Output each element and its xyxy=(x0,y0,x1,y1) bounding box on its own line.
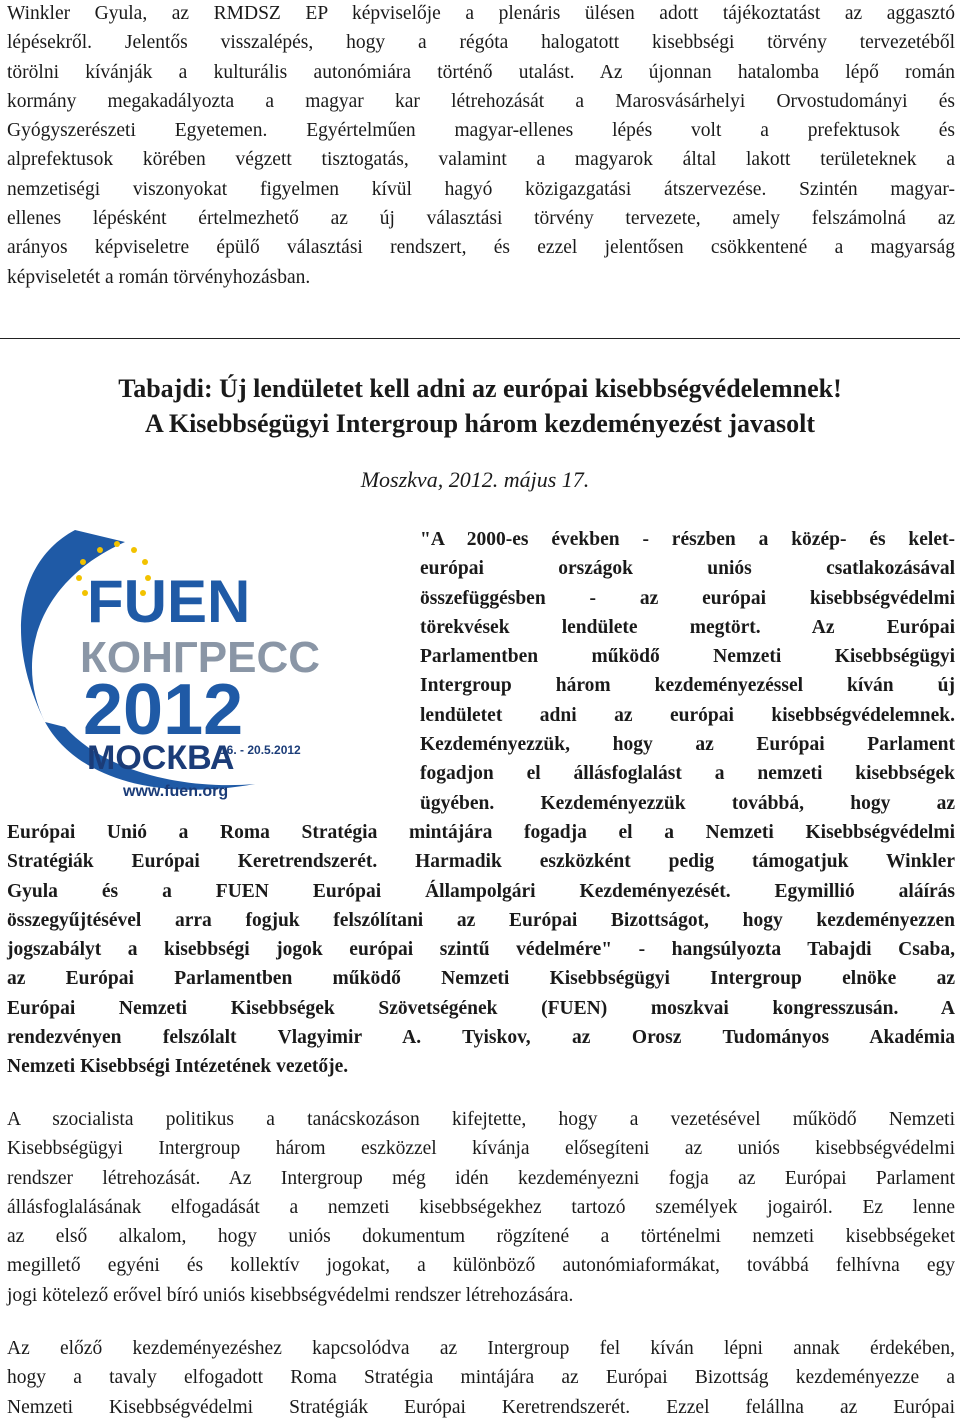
text-line: Parlamentben működő Nemzeti Kisebbségügyi xyxy=(420,646,955,668)
paragraph-3 xyxy=(7,1334,955,1422)
text-line: ellenes lépésként értelmezhető az új választási törvény tervezete, amely felszámolná az xyxy=(7,208,955,230)
text-line: állásfoglalásának elfogadását a nemzeti kisebbségekhez tartozó személyek jogairól. Ez lenne xyxy=(7,1196,955,1218)
text-line: Intergroup három kezdeményezéssel kíván új xyxy=(420,675,955,697)
text-line: arányos képviseletre épülő választási rendszert, és ezzel jelentősen csökkentené a magyarság xyxy=(7,237,955,259)
text-line: A szocialista politikus a tanácskozáson kifejtette, hogy a vezetésével működő Nemzeti xyxy=(7,1109,955,1130)
logo-graphic xyxy=(5,522,361,807)
text-line: az első alkalom, hogy uniós dokumentum rögzítené a történelmi nemzeti kisebbségeket xyxy=(7,1226,955,1248)
text-line: összefüggésben - az európai kisebbségvédelmi xyxy=(420,587,955,609)
text-line: hogy a tavaly elfogadott Roma Stratégia mintájára az Európai Bizottság kezdeményezze a xyxy=(7,1367,955,1389)
text-line: Kisebbségügyi Intergroup három eszközzel kívánja elősegíteni az uniós kisebbségvédelmi xyxy=(7,1138,955,1160)
text-line: lépésekről. Jelentős visszalépés, hogy a régóta halogatott kisebbségi törvény tervezetéből xyxy=(7,32,955,54)
fuen-congress-logo xyxy=(5,522,361,807)
bold-quote-full xyxy=(7,818,955,1082)
paragraph-2 xyxy=(7,1105,955,1310)
section-divider xyxy=(0,338,960,339)
text-line: Gyógyszerészeti Egyetemen. Egyértelműen magyar-ellenes lépés volt a prefektusok és xyxy=(7,120,955,142)
text-line: alprefektusok körében végzett tisztogatás, valamint a magyarok által lakott területeknek a xyxy=(7,149,955,171)
text-line: Nemzeti Kisebbségi Intézetének vezetője. xyxy=(7,1056,349,1078)
text-line: Nemzeti Kisebbségvédelmi Stratégiák Európai Keretrendszerét. Ezzel felállna az Európai xyxy=(7,1396,955,1418)
text-line: fogadjon el állásfoglalást a nemzeti kisebbségek xyxy=(420,763,955,785)
text-line: törekvések lendülete megtört. Az Európai xyxy=(420,616,955,638)
text-line: lendületet adni az európai kisebbségvédelemnek. xyxy=(420,704,955,726)
text-line: ügyében. Kezdeményezzük továbbá, hogy az xyxy=(420,792,955,814)
text-line: Stratégiák Európai Keretrendszerét. Harmadik eszközként pedig támogatjuk Winkler xyxy=(7,851,955,873)
text-line: képviseletét a román törvényhozásban. xyxy=(7,266,311,288)
text-line: rendszer létrehozását. Az Intergroup még idén kezdeményezni fogja az Európai Parlament xyxy=(7,1167,955,1189)
logo-city: МОСКВА xyxy=(87,739,235,777)
text-line: rendezvényen felszólalt Vlagyimir A. Tyiskov, az Orosz Tudományos Akadémia xyxy=(7,1027,955,1049)
text-line: európai országok uniós csatlakozásával xyxy=(420,558,955,580)
text-line: Gyula és a FUEN Európai Állampolgári Kezdeményezését. Egymillió aláírás xyxy=(7,880,955,902)
text-line: Európai Unió a Roma Stratégia mintájára fogadja el a Nemzeti Kisebbségvédelmi xyxy=(7,822,955,843)
logo-line1: КОНГРЕСС xyxy=(80,633,321,682)
text-line: jogi kötelező erővel bíró uniós kisebbségvédelmi rendszer létrehozására. xyxy=(7,1284,574,1306)
text-line: kormány megakadályozta a magyar kar létrehozását a Marosvásárhelyi Orvostudományi és xyxy=(7,90,955,112)
logo-year: 2012 xyxy=(83,670,244,750)
article-subtitle: A Kisebbségügyi Intergroup három kezdeményezést javasolt xyxy=(145,409,815,438)
text-line: az Európai Parlamentben működő Nemzeti Kisebbségügyi Intergroup elnöke az xyxy=(7,968,955,990)
logo-url: www.fuen.org xyxy=(123,783,229,800)
text-line: Az előző kezdeményezéshez kapcsolódva az Intergroup fel kíván lépni annak érdekében, xyxy=(7,1338,955,1359)
dateline: Moszkva, 2012. május 17. xyxy=(360,467,590,492)
bold-quote-wrap xyxy=(420,525,955,818)
text-line: törölni kívánják a kulturális autonómiára történő utalást. Az újonnan hatalomba lépő román xyxy=(7,61,955,83)
text-line: nemzetiségi viszonyokat figyelmen kívül hagyó közigazgatási átszervezése. Szintén magyar- xyxy=(7,178,955,200)
text-line: megillető egyéni és kollektív jogokat, a különböző autonómiaformákat, továbbá felhívna egy xyxy=(7,1255,955,1277)
text-line: Európai Nemzeti Kisebbségek Szövetségének (FUEN) moszkvai kongresszusán. A xyxy=(7,997,955,1019)
intro-paragraph xyxy=(7,0,955,292)
text-line: "A 2000-es években - részben a közép- és kelet- xyxy=(420,529,955,550)
text-line: jogszabályt a kisebbségi jogok európai szintű védelmére" - hangsúlyozta Tabajdi Csaba, xyxy=(7,939,955,961)
logo-brand: FUEN xyxy=(87,568,251,635)
article-title: Tabajdi: Új lendületet kell adni az európai kisebbségvédelemnek! xyxy=(118,374,842,403)
text-line: Kezdeményezzük, hogy az Európai Parlament xyxy=(420,734,955,756)
logo-dates: 16. - 20.5.2012 xyxy=(220,743,301,757)
text-line: összegyűjtésével arra fogjuk felszólítani az Európai Bizottságot, hogy kezdeményezzen xyxy=(7,909,955,931)
text-line: Winkler Gyula, az RMDSZ EP képviselője a plenáris ülésen adott tájékoztatást az aggasztó xyxy=(7,3,955,24)
